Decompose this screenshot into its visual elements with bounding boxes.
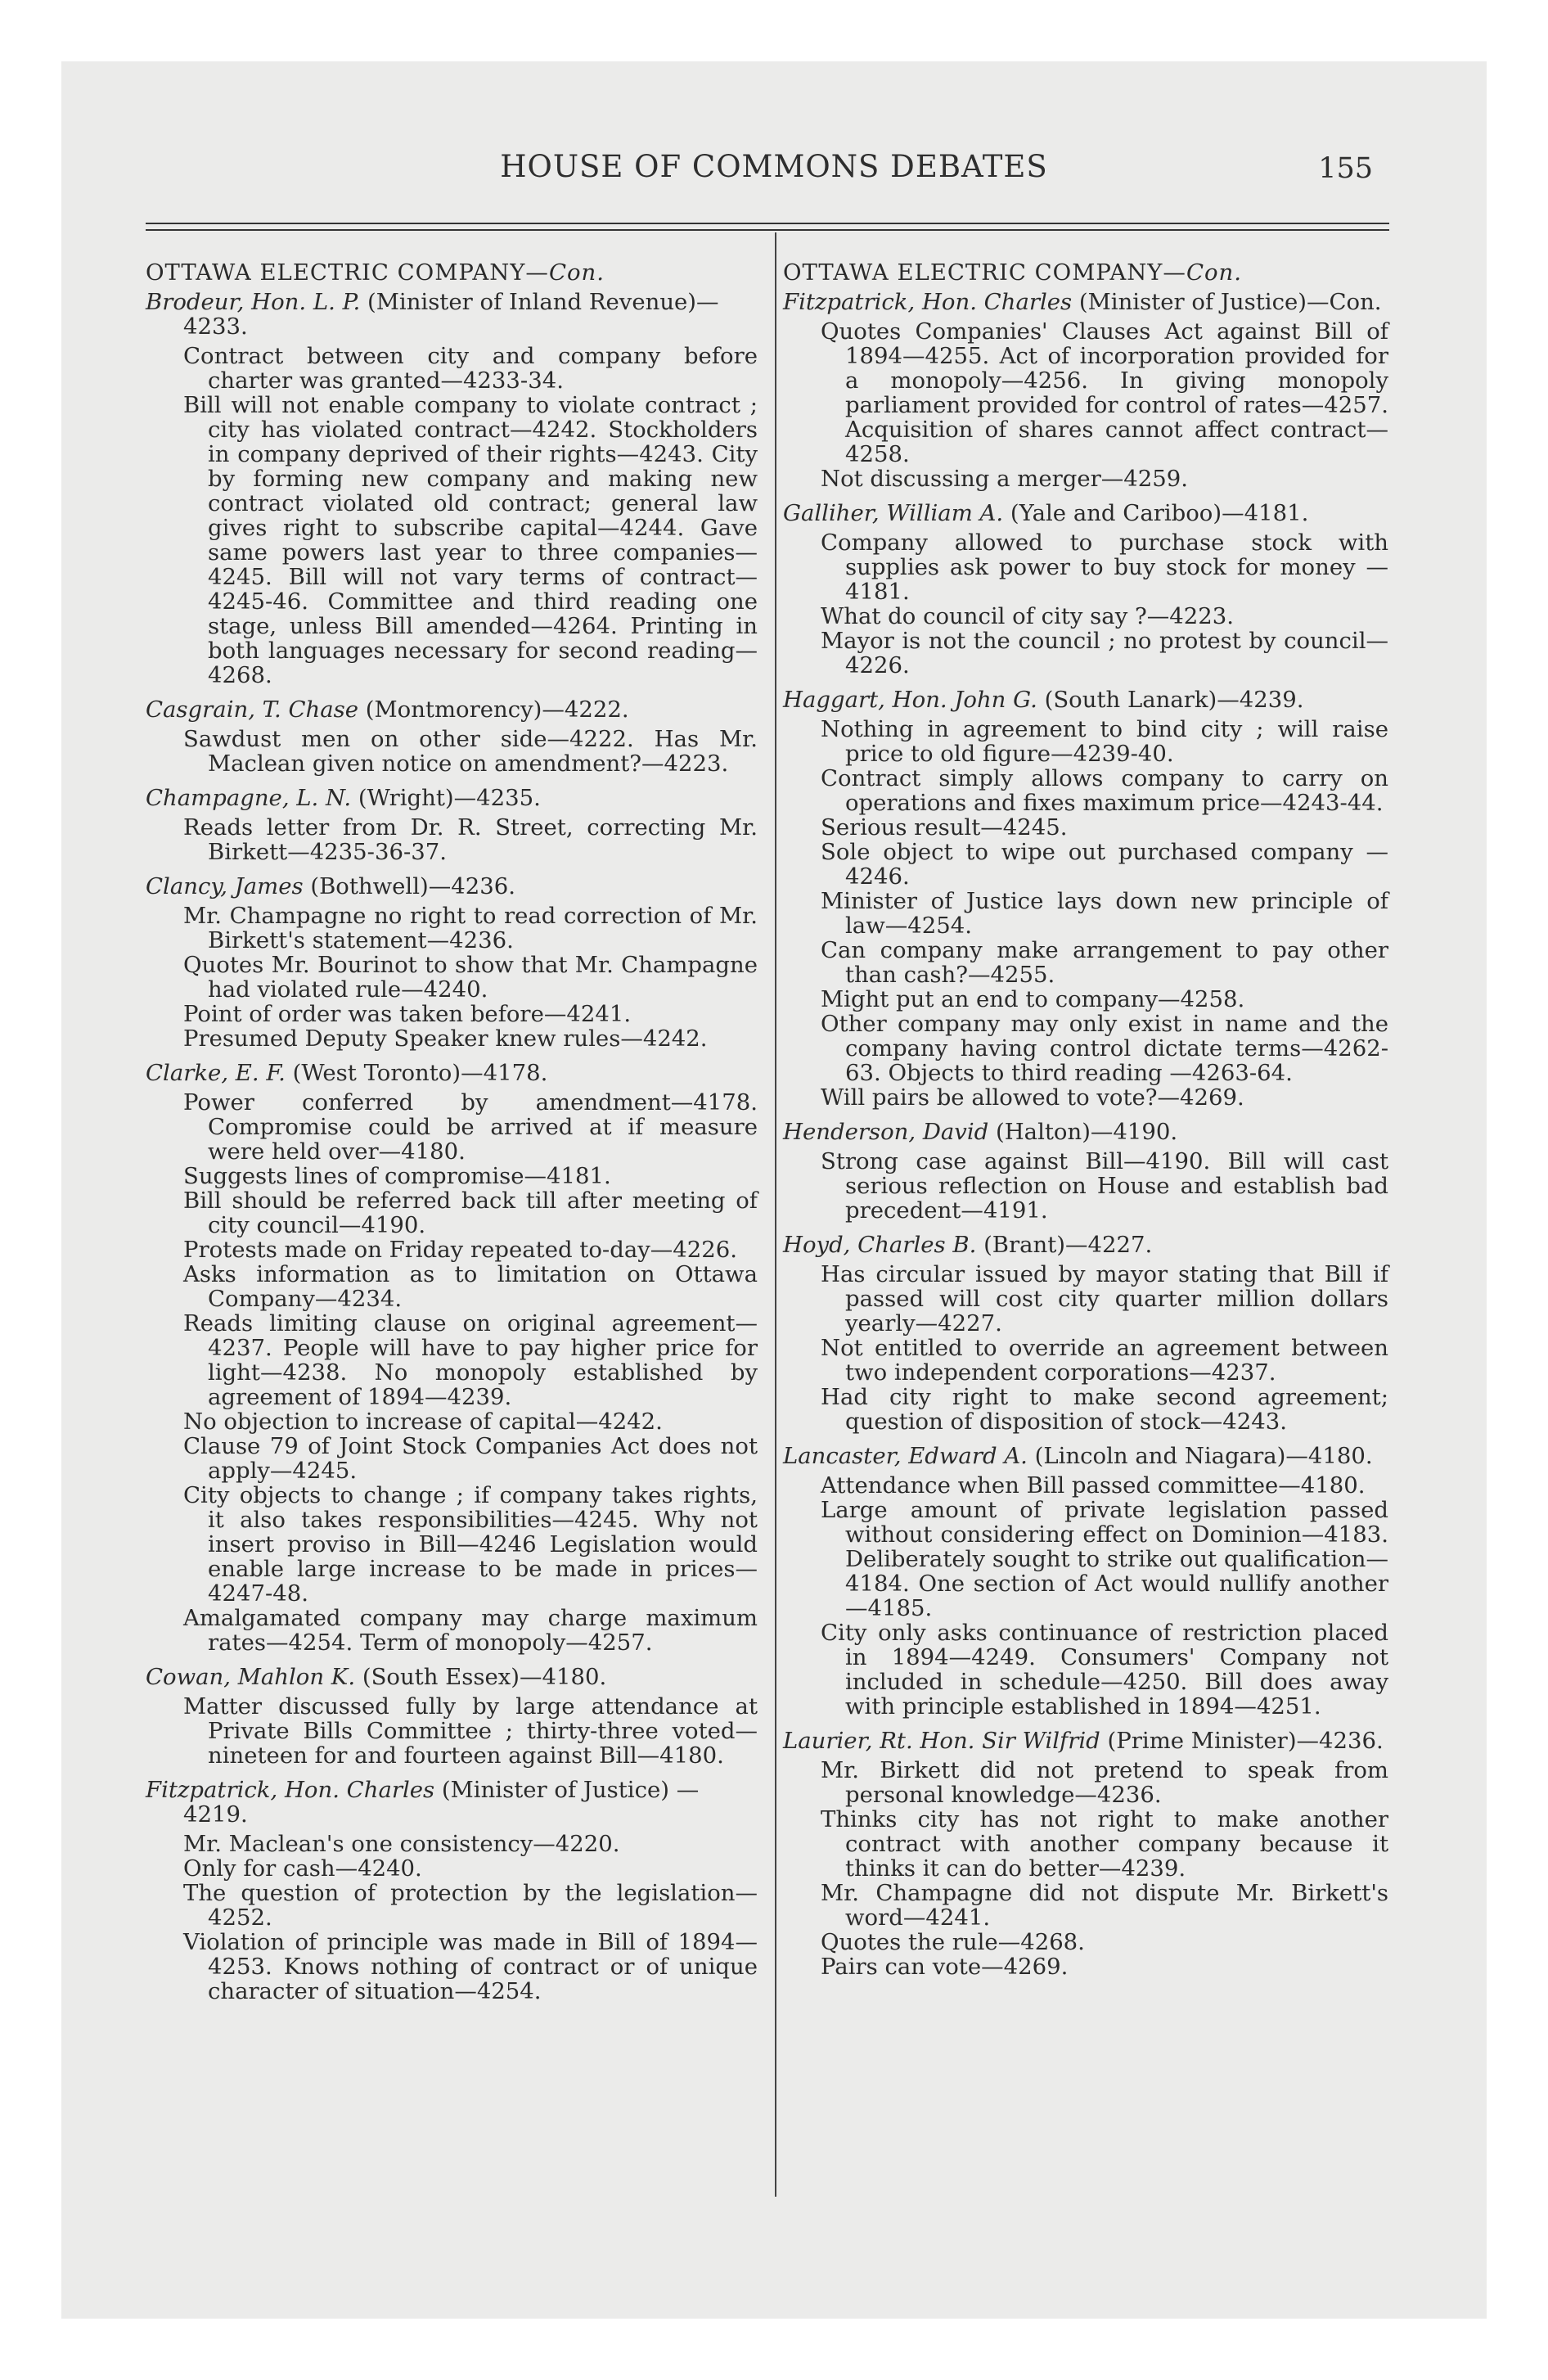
speaker-block — [783, 1233, 1388, 1434]
speaker-heading — [783, 1233, 1388, 1257]
speaker-riding: (Lincoln and Niagara)—4180. — [1027, 1443, 1373, 1469]
index-entry: Power conferred by amendment—4178. Compromise could be arrived at if measure were held over—4180. — [183, 1089, 758, 1165]
speaker-riding: (South Lanark)—4239. — [1037, 687, 1304, 713]
speaker-block — [783, 1444, 1388, 1719]
column-divider — [775, 232, 776, 2197]
index-entry: Contract between city and company before charter was granted—4233-34. — [183, 343, 758, 394]
running-header: HOUSE OF COMMONS DEBATES — [500, 149, 1048, 184]
speaker-heading — [146, 1665, 758, 1689]
index-entry: No objection to increase of capital—4242. — [183, 1409, 663, 1435]
index-entry: City objects to change ; if company takes rights, it also takes responsibilities—4245. Why not insert proviso in Bill—4246 Legislation would enable large increase to be made in prices—4247-48. — [183, 1482, 758, 1607]
speaker-name: Henderson, David — [783, 1119, 989, 1145]
speaker-name: Fitzpatrick, Hon. Charles — [146, 1777, 435, 1803]
speaker-riding: (Yale and Cariboo)—4181. — [1003, 500, 1309, 526]
speaker-heading — [783, 1729, 1388, 1753]
index-entry: Reads limiting clause on original agreement—4237. People will have to pay higher price for light—4238. No monopoly established by agreement of 1894—4239. — [183, 1310, 758, 1410]
index-entry: Company allowed to purchase stock with supplies ask power to buy stock for money —4181. — [821, 530, 1388, 605]
left-column — [146, 260, 758, 2004]
index-entry: Thinks city has not right to make another contract with another company because it thinks it can do better—4239. — [821, 1806, 1388, 1882]
index-entry: Matter discussed fully by large attendance at Private Bills Committee ; thirty-three voted—nineteen for and fourteen against Bill—4180. — [183, 1693, 758, 1769]
speaker-heading — [146, 290, 758, 339]
header-rule-bottom — [146, 229, 1389, 231]
index-entry: Clause 79 of Joint Stock Companies Act does not apply—4245. — [183, 1433, 758, 1484]
index-entry: Might put an end to company—4258. — [821, 986, 1245, 1012]
section-title-text: OTTAWA ELECTRIC COMPANY— — [783, 259, 1186, 286]
speaker-name: Champagne, L. N. — [146, 785, 352, 811]
speaker-block — [783, 290, 1388, 491]
index-entry: Sole object to wipe out purchased company —4246. — [821, 839, 1388, 890]
speaker-block — [783, 1729, 1388, 1979]
index-entry: Sawdust men on other side—4222. Has Mr. Maclean given notice on amendment?—4223. — [183, 726, 758, 777]
index-entry: The question of protection by the legislation—4252. — [183, 1880, 758, 1931]
speaker-block — [146, 874, 758, 1051]
speaker-heading — [146, 697, 758, 722]
speaker-riding: (Prime Minister)—4236. — [1100, 1728, 1384, 1754]
speaker-name: Haggart, Hon. John G. — [783, 687, 1037, 713]
index-entry: Other company may only exist in name and the company having control dictate terms—4262-63. Objects to third reading —4263-64. — [821, 1011, 1388, 1086]
speaker-name: Cowan, Mahlon K. — [146, 1664, 356, 1690]
speaker-block — [146, 1665, 758, 1768]
index-entry: Can company make arrangement to pay other than cash?—4255. — [821, 937, 1388, 988]
index-entry: Not entitled to override an agreement between two independent corporations—4237. — [821, 1335, 1388, 1386]
index-entry: Pairs can vote—4269. — [821, 1954, 1069, 1980]
speaker-heading — [783, 687, 1388, 712]
speaker-block — [783, 501, 1388, 678]
index-entry: Presumed Deputy Speaker knew rules—4242. — [183, 1025, 708, 1052]
index-entry: Quotes the rule—4268. — [821, 1929, 1085, 1955]
speaker-name: Fitzpatrick, Hon. Charles — [783, 289, 1073, 315]
speaker-name: Hoyd, Charles B. — [783, 1232, 977, 1258]
header-rule-top — [146, 223, 1389, 224]
speaker-name: Clarke, E. F. — [146, 1060, 286, 1086]
speaker-heading — [783, 1444, 1388, 1468]
speaker-riding: (South Essex)—4180. — [355, 1664, 607, 1690]
speaker-heading — [783, 501, 1388, 525]
speaker-block — [146, 290, 758, 687]
speaker-name: Clancy, James — [146, 873, 304, 899]
speaker-block — [783, 1120, 1388, 1223]
index-entry: Mayor is not the council ; no protest by council—4226. — [821, 628, 1388, 678]
index-entry: Mr. Champagne no right to read correction of Mr. Birkett's statement—4236. — [183, 903, 758, 953]
speaker-list — [783, 290, 1388, 1979]
speaker-block — [146, 1061, 758, 1655]
speaker-list — [146, 290, 758, 2004]
speaker-riding: (Minister of Justice) —4219. — [183, 1777, 700, 1828]
index-entry: Attendance when Bill passed committee—4180. — [821, 1472, 1366, 1499]
speaker-block — [783, 687, 1388, 1110]
speaker-heading — [146, 1778, 758, 1827]
speaker-name: Laurier, Rt. Hon. Sir Wilfrid — [783, 1728, 1100, 1754]
index-entry: Mr. Champagne did not dispute Mr. Birkett's word—4241. — [821, 1880, 1388, 1931]
speaker-block — [146, 697, 758, 776]
index-entry: Strong case against Bill—4190. Bill will cast serious reflection on House and establish bad precedent—4191. — [821, 1148, 1388, 1224]
index-entry: Bill should be referred back till after meeting of city council—4190. — [183, 1188, 758, 1238]
section-title-cont: Con. — [1186, 259, 1242, 286]
index-entry: Has circular issued by mayor stating that Bill if passed will cost city quarter million dollars yearly—4227. — [821, 1261, 1388, 1336]
section-title — [783, 260, 1388, 285]
speaker-name: Galliher, William A. — [783, 500, 1004, 526]
index-entry: Violation of principle was made in Bill of 1894—4253. Knows nothing of contract or of unique character of situation—4254. — [183, 1929, 758, 2004]
speaker-name: Casgrain, T. Chase — [146, 696, 359, 723]
index-entry: Point of order was taken before—4241. — [183, 1001, 632, 1027]
index-entry: Suggests lines of compromise—4181. — [183, 1163, 611, 1189]
index-entry: Not discussing a merger—4259. — [821, 466, 1188, 492]
speaker-name: Brodeur, Hon. L. P. — [146, 289, 361, 315]
speaker-block — [146, 786, 758, 864]
index-entry: Nothing in agreement to bind city ; will raise price to old figure—4239-40. — [821, 716, 1388, 767]
speaker-heading — [146, 786, 758, 810]
index-entry: Serious result—4245. — [821, 814, 1068, 841]
speaker-riding: (Minister of Inland Revenue)—4233. — [183, 289, 719, 340]
index-entry: Only for cash—4240. — [183, 1855, 422, 1882]
speaker-name: Lancaster, Edward A. — [783, 1443, 1028, 1469]
section-title-cont: Con. — [548, 259, 605, 286]
speaker-heading — [783, 290, 1388, 314]
index-entry: What do council of city say ?—4223. — [821, 603, 1234, 629]
speaker-riding: (Brant)—4227. — [976, 1232, 1153, 1258]
index-entry: Quotes Companies' Clauses Act against Bill of 1894—4255. Act of incorporation provided for a monopoly—4256. In giving monopoly parliament provided for control of rates—4257. Acquisition of shares cannot affect contract—4258. — [821, 318, 1388, 467]
index-entry: Quotes Mr. Bourinot to show that Mr. Champagne had violated rule—4240. — [183, 952, 758, 1003]
index-entry: Asks information as to limitation on Ottawa Company—4234. — [183, 1261, 758, 1312]
right-column — [783, 260, 1388, 1979]
speaker-riding: (Halton)—4190. — [988, 1119, 1178, 1145]
index-entry: Had city right to make second agreement; question of disposition of stock—4243. — [821, 1384, 1388, 1435]
index-entry: Will pairs be allowed to vote?—4269. — [821, 1084, 1244, 1111]
page-number: 155 — [1318, 152, 1373, 185]
speaker-riding: (Bothwell)—4236. — [303, 873, 515, 899]
index-entry: Mr. Maclean's one consistency—4220. — [183, 1831, 620, 1857]
speaker-riding: (West Toronto)—4178. — [285, 1060, 548, 1086]
index-entry: Large amount of private legislation passed without considering effect on Dominion—4183. Deliberately sought to strike out qualification—4184. One section of Act would nullify another—4185. — [821, 1497, 1388, 1621]
index-entry: Mr. Birkett did not pretend to speak from personal knowledge—4236. — [821, 1757, 1388, 1808]
speaker-block — [146, 1778, 758, 2004]
section-title — [146, 260, 758, 285]
index-entry: Reads letter from Dr. R. Street, correcting Mr. Birkett—4235-36-37. — [183, 814, 758, 865]
index-entry: City only asks continuance of restriction placed in 1894—4249. Consumers' Company not included in schedule—4250. Bill does away with principle established in 1894—4251. — [821, 1620, 1388, 1720]
speaker-riding: (Montmorency)—4222. — [358, 696, 629, 723]
speaker-riding: (Minister of Justice)—Con. — [1072, 289, 1382, 315]
speaker-heading — [146, 1061, 758, 1085]
index-entry: Amalgamated company may charge maximum rates—4254. Term of monopoly—4257. — [183, 1605, 758, 1656]
speaker-riding: (Wright)—4235. — [351, 785, 541, 811]
index-entry: Minister of Justice lays down new principle of law—4254. — [821, 888, 1388, 939]
speaker-heading — [146, 874, 758, 899]
index-entry: Contract simply allows company to carry on operations and fixes maximum price—4243-44. — [821, 765, 1388, 816]
index-entry: Bill will not enable company to violate contract ; city has violated contract—4242. Stockholders in company deprived of their rights—4243. City by forming new company and making new contract violated old contract; general law gives right to subscribe capital—4244. Gave same powers last year to three companies—4245. Bill will not vary terms of contract—4245-46. Committee and third reading one stage, unless Bill amended—4264. Printing in both languages necessary for second reading—4268. — [183, 392, 758, 688]
section-title-text: OTTAWA ELECTRIC COMPANY— — [146, 259, 549, 286]
speaker-heading — [783, 1120, 1388, 1144]
index-entry: Protests made on Friday repeated to-day—4226. — [183, 1237, 737, 1263]
